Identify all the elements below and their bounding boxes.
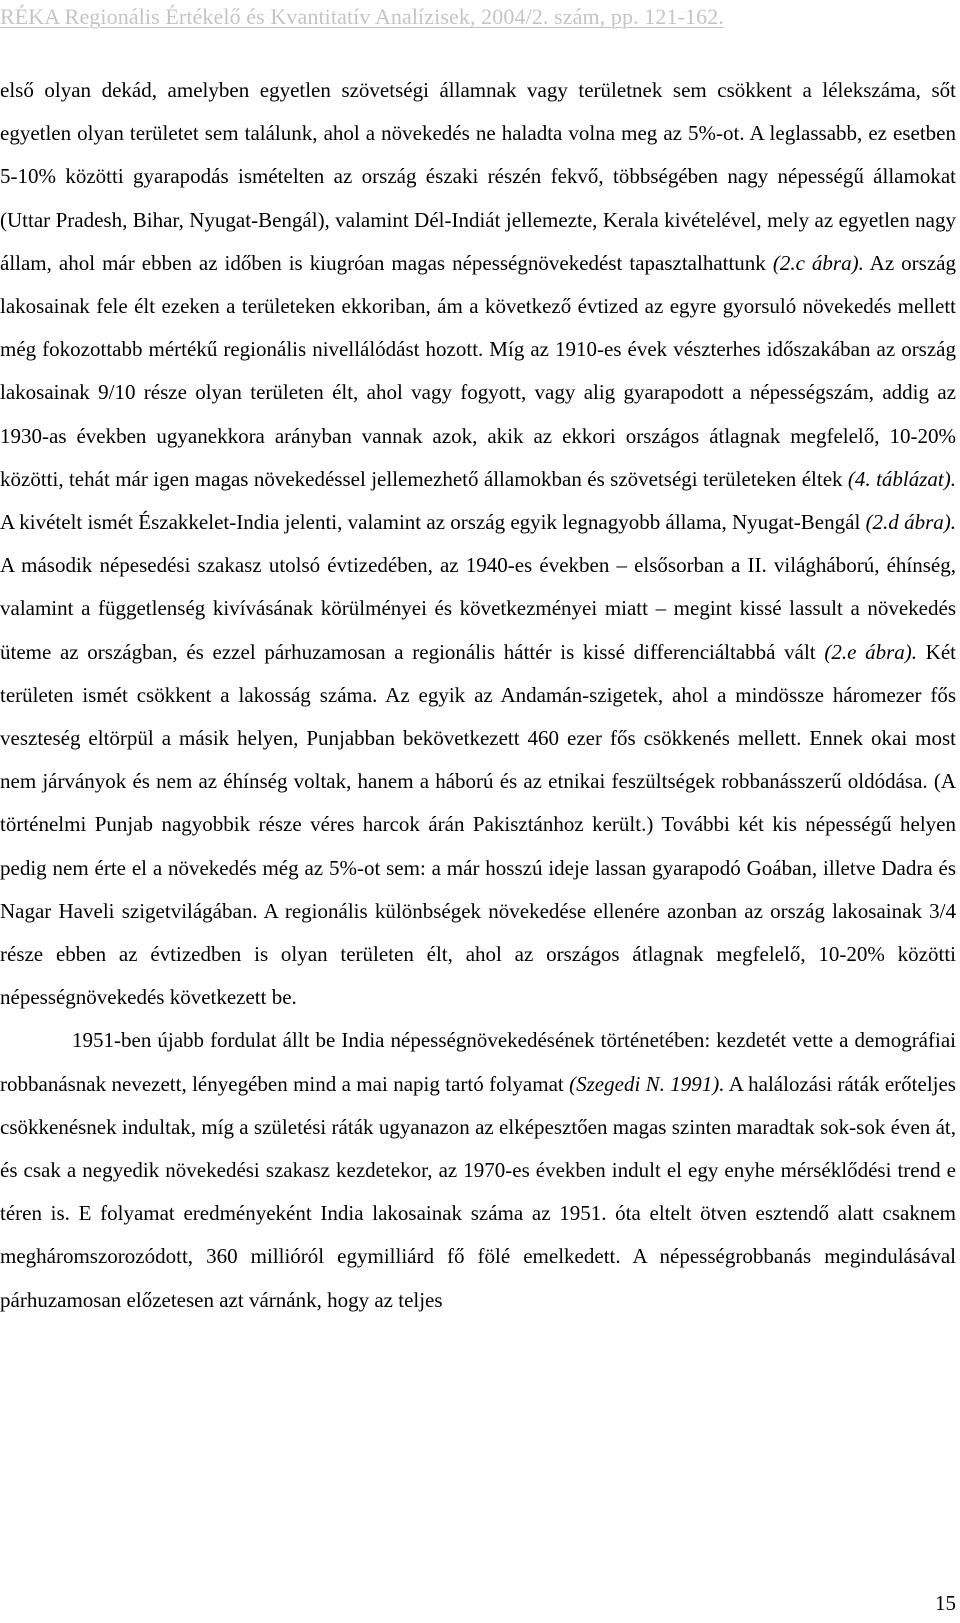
- text-segment: A kivételt ismét Északkelet-India jelenti, valamint az ország egyik legnagyobb állama, Nyugat-Bengál: [0, 510, 866, 535]
- page-number: 15: [935, 1591, 956, 1615]
- table-reference: (4. táblázat).: [847, 466, 956, 491]
- citation-reference: (Szegedi N. 1991).: [569, 1071, 725, 1096]
- running-header: RÉKA Regionális Értékelő és Kvantitatív Analízisek, 2004/2. szám, pp. 121-162.: [0, 4, 724, 29]
- text-segment: Az ország lakosainak fele élt ezeken a területeken ekkoriban, ám a következő évtized az egyre gyorsuló növekedés mellett még fokozottabb mértékű regionális nivellálódást hozott. Míg az 1910-es évek vészterhes időszakában az ország lakosainak 9/10 része olyan területen élt, ahol vagy fogyott, vagy alig gyarapodott a népességszám, addig az 1930-as években ugyanekkora arányban vannak azok, akik az ekkori országos átlagnak megfelelő, 10-20% közötti, tehát már igen magas növekedéssel jellemezhető államokban és szövetségi területeken éltek: [0, 250, 956, 491]
- text-segment: A halálozási ráták erőteljes csökkenésnek indultak, míg a születési ráták ugyanazon az elképesztően magas szinten maradtak sok-sok éven át, és csak a negyedik növekedési szakasz kezdetekor, az 1970-es években indult el egy enyhe mérséklődési trend e téren is. E folyamat eredményeként India lakosainak száma az 1951. óta eltelt ötven esztendő alatt csaknem megháromszorozódott, 360 millióról egymilliárd fő fölé emelkedett. A népességrobbanás megindulásával párhuzamosan előzetesen azt várnánk, hogy az teljes: [0, 1071, 956, 1312]
- text-segment: A második népesedési szakasz utolsó évtizedében, az 1940-es években – elsősorban a II. világháború, éhínség, valamint a függetlenség kivívásának körülményei és következményei miatt – megint kissé lassult a növekedés üteme az országban, és ezzel párhuzamosan a regionális háttér is kissé differenciáltabbá vált: [0, 553, 956, 664]
- figure-reference: (2.c ábra).: [772, 250, 864, 275]
- paragraph-1: [0, 69, 956, 1019]
- text-segment: 1951-ben újabb fordulat állt be India népességnövekedésének történetében: kezdetét vette a demográfiai robbanásnak nevezett, lényegében mind a mai napig tartó folyamat: [0, 1028, 956, 1096]
- figure-reference: (2.d ábra).: [865, 510, 956, 535]
- body-text: [0, 69, 956, 1322]
- paragraph-2: [0, 1019, 956, 1321]
- text-segment: első olyan dekád, amelyben egyetlen szövetségi államnak vagy területnek sem csökkent a lélekszáma, sőt egyetlen olyan területet sem találunk, ahol a növekedés ne haladta volna meg az 5%-ot. A leglassabb, ez esetben 5-10% közötti gyarapodás ismételten az ország északi részén fekvő, többségében nagy népességű államokat (Uttar Pradesh, Bihar, Nyugat-Bengál), valamint Dél-Indiát jellemezte, Kerala kivételével, mely az egyetlen nagy állam, ahol már ebben az időben is kiugróan magas népességnövekedést tapasztalhattunk: [0, 78, 956, 275]
- text-segment: Két területen ismét csökkent a lakosság száma. Az egyik az Andamán-szigetek, ahol a mindössze háromezer fős veszteség eltörpül a másik helyen, Punjabban bekövetkezett 460 ezer fős csökkenés mellett. Ennek okai most nem járványok és nem az éhínség voltak, hanem a háború és az etnikai feszültségek robbanásszerű oldódása. (A történelmi Punjab nagyobbik része véres harcok árán Pakisztánhoz került.) További két kis népességű helyen pedig nem érte el a növekedés még az 5%-ot sem: a már hosszú ideje lassan gyarapodó Goában, illetve Dadra és Nagar Haveli szigetvilágában. A regionális különbségek növekedése ellenére azonban az ország lakosainak 3/4 része ebben az évtizedben is olyan területen élt, ahol az országos átlagnak megfelelő, 10-20% közötti népességnövekedés következett be.: [0, 639, 956, 1010]
- figure-reference: (2.e ábra).: [824, 639, 917, 664]
